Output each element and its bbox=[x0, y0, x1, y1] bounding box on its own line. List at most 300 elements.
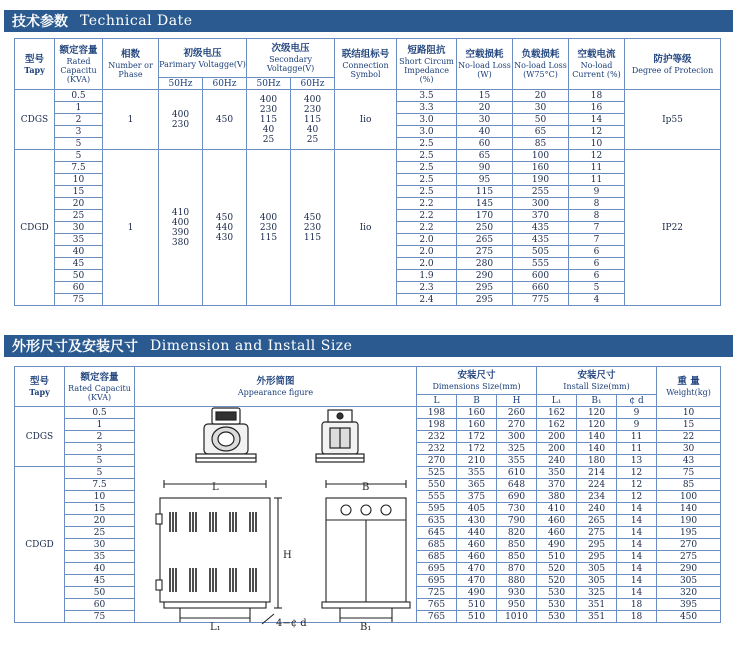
weight-cell: 140 bbox=[657, 503, 721, 515]
rated-capacity-cell: 35 bbox=[55, 234, 103, 246]
install-d-cell: 14 bbox=[617, 515, 657, 527]
install-L1-cell: 520 bbox=[537, 575, 577, 587]
model-cell: CDGS bbox=[15, 90, 55, 150]
rated-capacity-cell: 10 bbox=[55, 174, 103, 186]
install-d-cell: 18 bbox=[617, 599, 657, 611]
noload-current-cell: 18 bbox=[569, 90, 625, 102]
rated-capacity-cell: 50 bbox=[65, 587, 135, 599]
dim-H-cell: 950 bbox=[497, 599, 537, 611]
secondary-60hz-cell-value: 400 bbox=[303, 94, 322, 105]
figure-label-hole: 4−¢ d bbox=[276, 618, 307, 629]
cdgs-side-view bbox=[316, 410, 364, 462]
install-L1-cell: 200 bbox=[537, 443, 577, 455]
noload-current-cell: 9 bbox=[569, 186, 625, 198]
install-d-cell: 12 bbox=[617, 467, 657, 479]
dim-H-cell: 820 bbox=[497, 527, 537, 539]
dim-L-cell: 232 bbox=[417, 431, 457, 443]
load-loss-cell: 30 bbox=[513, 102, 569, 114]
weight-cell: 10 bbox=[657, 407, 721, 419]
noload-current-cell: 4 bbox=[569, 294, 625, 306]
rated-capacity-cell: 3 bbox=[55, 126, 103, 138]
figure-label-L1: L₁ bbox=[210, 622, 221, 633]
install-B1-cell: 265 bbox=[577, 515, 617, 527]
noload-loss-cell: 20 bbox=[457, 102, 513, 114]
load-loss-cell: 300 bbox=[513, 198, 569, 210]
rated-capacity-cell: 50 bbox=[55, 270, 103, 282]
dim-B-cell: 470 bbox=[457, 575, 497, 587]
primary-50hz-cell bbox=[159, 150, 203, 306]
dim-L-cell: 270 bbox=[417, 455, 457, 467]
load-loss-cell: 160 bbox=[513, 162, 569, 174]
dim-header-dimensions: 安装尺寸 Dimensions Size(mm) bbox=[417, 367, 537, 395]
install-L1-cell: 200 bbox=[537, 431, 577, 443]
primary-60hz-cell: 450 bbox=[203, 90, 247, 150]
noload-loss-cell: 65 bbox=[457, 150, 513, 162]
dim-B-cell: 160 bbox=[457, 419, 497, 431]
dim-B-cell: 460 bbox=[457, 551, 497, 563]
banner-title-cn: 外形尺寸及安装尺寸 bbox=[12, 339, 138, 355]
secondary-50hz-cell-value: 400 bbox=[259, 212, 278, 223]
load-loss-cell: 65 bbox=[513, 126, 569, 138]
impedance-cell: 3.0 bbox=[397, 126, 457, 138]
secondary-50hz-cell-value: 115 bbox=[259, 114, 278, 125]
dim-H-cell: 260 bbox=[497, 407, 537, 419]
dim-H-cell: 648 bbox=[497, 479, 537, 491]
dim-B-cell: 440 bbox=[457, 527, 497, 539]
impedance-cell: 2.0 bbox=[397, 246, 457, 258]
rated-capacity-cell: 7.5 bbox=[55, 162, 103, 174]
install-L1-cell: 380 bbox=[537, 491, 577, 503]
dim-H-cell: 850 bbox=[497, 539, 537, 551]
rated-capacity-cell: 0.5 bbox=[65, 407, 135, 419]
secondary-60hz-cell-value: 230 bbox=[303, 104, 322, 115]
impedance-cell: 2.5 bbox=[397, 174, 457, 186]
table-row bbox=[15, 90, 721, 102]
noload-current-cell: 6 bbox=[569, 246, 625, 258]
noload-loss-cell: 280 bbox=[457, 258, 513, 270]
header-secondary-60hz: 60Hz bbox=[291, 78, 335, 90]
load-loss-cell: 435 bbox=[513, 222, 569, 234]
phase-cell: 1 bbox=[103, 90, 159, 150]
install-B1-cell: 351 bbox=[577, 611, 617, 623]
dim-L-cell: 555 bbox=[417, 491, 457, 503]
dim-L-cell: 198 bbox=[417, 419, 457, 431]
install-L1-cell: 162 bbox=[537, 407, 577, 419]
install-B1-cell: 140 bbox=[577, 431, 617, 443]
rated-capacity-cell: 2 bbox=[55, 114, 103, 126]
noload-current-cell: 6 bbox=[569, 270, 625, 282]
noload-loss-cell: 250 bbox=[457, 222, 513, 234]
technical-data-banner bbox=[4, 10, 733, 32]
noload-loss-cell: 40 bbox=[457, 126, 513, 138]
rated-capacity-cell: 10 bbox=[65, 491, 135, 503]
header-load-loss: 负载损耗 No-load Loss (W75°C) bbox=[513, 39, 569, 90]
technical-data-body bbox=[15, 90, 721, 306]
dim-H-cell: 870 bbox=[497, 563, 537, 575]
secondary-50hz-cell bbox=[247, 90, 291, 150]
noload-current-cell: 11 bbox=[569, 174, 625, 186]
dim-header-B: B bbox=[457, 395, 497, 407]
dim-L-cell: 635 bbox=[417, 515, 457, 527]
impedance-cell: 2.4 bbox=[397, 294, 457, 306]
noload-loss-cell: 90 bbox=[457, 162, 513, 174]
load-loss-cell: 660 bbox=[513, 282, 569, 294]
noload-loss-cell: 115 bbox=[457, 186, 513, 198]
dim-header-type: 型号 Tapy bbox=[15, 367, 65, 407]
weight-cell: 75 bbox=[657, 467, 721, 479]
model-cell: CDGD bbox=[15, 150, 55, 306]
rated-capacity-cell: 75 bbox=[55, 294, 103, 306]
primary-60hz-cell-value: 430 bbox=[215, 232, 234, 243]
install-B1-cell: 120 bbox=[577, 407, 617, 419]
header-noload-loss: 空载损耗 No-load Loss (W) bbox=[457, 39, 513, 90]
dim-L-cell: 765 bbox=[417, 599, 457, 611]
install-L1-cell: 460 bbox=[537, 515, 577, 527]
dim-B-cell: 172 bbox=[457, 431, 497, 443]
install-L1-cell: 240 bbox=[537, 455, 577, 467]
impedance-cell: 2.0 bbox=[397, 234, 457, 246]
install-L1-cell: 460 bbox=[537, 527, 577, 539]
primary-50hz-cell-value: 390 bbox=[171, 227, 190, 238]
install-d-cell: 13 bbox=[617, 455, 657, 467]
noload-current-cell: 12 bbox=[569, 126, 625, 138]
impedance-cell: 3.3 bbox=[397, 102, 457, 114]
weight-cell: 195 bbox=[657, 527, 721, 539]
load-loss-cell: 190 bbox=[513, 174, 569, 186]
secondary-60hz-cell-value: 115 bbox=[303, 114, 322, 125]
rated-capacity-cell: 5 bbox=[65, 455, 135, 467]
primary-50hz-cell-value: 380 bbox=[171, 237, 190, 248]
cdgs-appearance-figure bbox=[190, 404, 390, 468]
noload-current-cell: 14 bbox=[569, 114, 625, 126]
primary-50hz-cell-value: 400 bbox=[171, 109, 190, 120]
dim-header-B1: B₁ bbox=[577, 395, 617, 407]
noload-current-cell: 5 bbox=[569, 282, 625, 294]
dim-L-cell: 198 bbox=[417, 407, 457, 419]
impedance-cell: 2.5 bbox=[397, 150, 457, 162]
dim-H-cell: 610 bbox=[497, 467, 537, 479]
primary-60hz-cell-value: 440 bbox=[215, 222, 234, 233]
secondary-60hz-cell-value: 230 bbox=[303, 222, 322, 233]
model-cell: CDGS bbox=[15, 407, 65, 467]
dim-B-cell: 365 bbox=[457, 479, 497, 491]
dim-H-cell: 880 bbox=[497, 575, 537, 587]
noload-current-cell: 16 bbox=[569, 102, 625, 114]
weight-cell: 290 bbox=[657, 563, 721, 575]
install-B1-cell: 295 bbox=[577, 539, 617, 551]
rated-capacity-cell: 1 bbox=[55, 102, 103, 114]
cdgd-side-view bbox=[322, 480, 410, 622]
install-L1-cell: 350 bbox=[537, 467, 577, 479]
cdgd-appearance-figure bbox=[150, 476, 426, 634]
install-B1-cell: 120 bbox=[577, 419, 617, 431]
secondary-60hz-cell bbox=[291, 90, 335, 150]
technical-data-table bbox=[14, 38, 721, 306]
install-d-cell: 18 bbox=[617, 611, 657, 623]
cdgd-front-view bbox=[156, 480, 282, 624]
cdgs-front-view bbox=[196, 408, 256, 462]
install-d-cell: 14 bbox=[617, 563, 657, 575]
load-loss-cell: 50 bbox=[513, 114, 569, 126]
primary-50hz-cell-value: 410 bbox=[171, 207, 190, 218]
dim-header-figure: 外形简图 Appearance figure bbox=[135, 367, 417, 407]
header-protection: 防护等级 Degree of Protecion bbox=[625, 39, 721, 90]
dim-H-cell: 300 bbox=[497, 431, 537, 443]
weight-cell: 22 bbox=[657, 431, 721, 443]
header-impedance: 短路阻抗 Short Circum Impedance (%) bbox=[397, 39, 457, 90]
install-L1-cell: 370 bbox=[537, 479, 577, 491]
rated-capacity-cell: 20 bbox=[65, 515, 135, 527]
noload-loss-cell: 95 bbox=[457, 174, 513, 186]
dim-H-cell: 850 bbox=[497, 551, 537, 563]
noload-current-cell: 12 bbox=[569, 150, 625, 162]
header-noload-current: 空载电流 No-load Current (%) bbox=[569, 39, 625, 90]
load-loss-cell: 505 bbox=[513, 246, 569, 258]
noload-current-cell: 11 bbox=[569, 162, 625, 174]
install-B1-cell: 305 bbox=[577, 563, 617, 575]
install-d-cell: 11 bbox=[617, 431, 657, 443]
dim-H-cell: 1010 bbox=[497, 611, 537, 623]
rated-capacity-cell: 25 bbox=[65, 527, 135, 539]
dim-header-d: ¢ d bbox=[617, 395, 657, 407]
weight-cell: 43 bbox=[657, 455, 721, 467]
rated-capacity-cell: 5 bbox=[55, 150, 103, 162]
noload-loss-cell: 275 bbox=[457, 246, 513, 258]
install-d-cell: 14 bbox=[617, 527, 657, 539]
noload-loss-cell: 265 bbox=[457, 234, 513, 246]
install-L1-cell: 510 bbox=[537, 551, 577, 563]
install-B1-cell: 305 bbox=[577, 575, 617, 587]
rated-capacity-cell: 30 bbox=[55, 222, 103, 234]
header-primary-60hz: 60Hz bbox=[203, 78, 247, 90]
banner-title-en: Dimension and Install Size bbox=[150, 338, 353, 354]
rated-capacity-cell: 1 bbox=[65, 419, 135, 431]
install-d-cell: 12 bbox=[617, 491, 657, 503]
weight-cell: 305 bbox=[657, 575, 721, 587]
dim-header-H: H bbox=[497, 395, 537, 407]
install-B1-cell: 224 bbox=[577, 479, 617, 491]
dim-B-cell: 510 bbox=[457, 599, 497, 611]
weight-cell: 100 bbox=[657, 491, 721, 503]
dim-H-cell: 270 bbox=[497, 419, 537, 431]
rated-capacity-cell: 30 bbox=[65, 539, 135, 551]
dim-L-cell: 695 bbox=[417, 563, 457, 575]
model-cell: CDGD bbox=[15, 467, 65, 623]
rated-capacity-cell: 0.5 bbox=[55, 90, 103, 102]
rated-capacity-cell: 40 bbox=[55, 246, 103, 258]
header-primary-50hz: 50Hz bbox=[159, 78, 203, 90]
rated-capacity-cell: 60 bbox=[65, 599, 135, 611]
dim-L-cell: 550 bbox=[417, 479, 457, 491]
rated-capacity-cell: 15 bbox=[55, 186, 103, 198]
weight-cell: 450 bbox=[657, 611, 721, 623]
secondary-50hz-cell-value: 400 bbox=[259, 94, 278, 105]
dim-L-cell: 595 bbox=[417, 503, 457, 515]
impedance-cell: 1.9 bbox=[397, 270, 457, 282]
weight-cell: 190 bbox=[657, 515, 721, 527]
rated-capacity-cell: 2 bbox=[65, 431, 135, 443]
install-B1-cell: 351 bbox=[577, 599, 617, 611]
impedance-cell: 2.2 bbox=[397, 198, 457, 210]
primary-60hz-cell bbox=[203, 150, 247, 306]
install-L1-cell: 530 bbox=[537, 611, 577, 623]
figure-label-L: L bbox=[212, 482, 219, 493]
dim-header-rated: 额定容量 Rated Capacitu (KVA) bbox=[65, 367, 135, 407]
secondary-60hz-cell-value: 40 bbox=[306, 124, 319, 135]
rated-capacity-cell: 35 bbox=[65, 551, 135, 563]
protection-cell: Ip55 bbox=[625, 90, 721, 150]
impedance-cell: 2.0 bbox=[397, 258, 457, 270]
rated-capacity-cell: 5 bbox=[55, 138, 103, 150]
header-primary-voltage: 初级电压 Parimary Voltagge(V) bbox=[159, 39, 247, 78]
install-d-cell: 14 bbox=[617, 539, 657, 551]
rated-capacity-cell: 60 bbox=[55, 282, 103, 294]
dim-B-cell: 430 bbox=[457, 515, 497, 527]
dim-B-cell: 490 bbox=[457, 587, 497, 599]
dim-L-cell: 695 bbox=[417, 575, 457, 587]
weight-cell: 30 bbox=[657, 443, 721, 455]
dim-B-cell: 460 bbox=[457, 539, 497, 551]
connection-cell: Iio bbox=[335, 150, 397, 306]
install-d-cell: 9 bbox=[617, 407, 657, 419]
noload-current-cell: 7 bbox=[569, 222, 625, 234]
load-loss-cell: 100 bbox=[513, 150, 569, 162]
dim-L-cell: 685 bbox=[417, 539, 457, 551]
install-B1-cell: 214 bbox=[577, 467, 617, 479]
impedance-cell: 3.5 bbox=[397, 90, 457, 102]
load-loss-cell: 370 bbox=[513, 210, 569, 222]
install-L1-cell: 530 bbox=[537, 599, 577, 611]
dim-B-cell: 405 bbox=[457, 503, 497, 515]
install-L1-cell: 520 bbox=[537, 563, 577, 575]
figure-label-H: H bbox=[283, 550, 292, 561]
load-loss-cell: 775 bbox=[513, 294, 569, 306]
rated-capacity-cell: 40 bbox=[65, 563, 135, 575]
secondary-60hz-cell-value: 25 bbox=[306, 134, 319, 145]
dim-L-cell: 232 bbox=[417, 443, 457, 455]
dim-H-cell: 930 bbox=[497, 587, 537, 599]
impedance-cell: 2.3 bbox=[397, 282, 457, 294]
impedance-cell: 2.5 bbox=[397, 186, 457, 198]
noload-loss-cell: 30 bbox=[457, 114, 513, 126]
install-B1-cell: 325 bbox=[577, 587, 617, 599]
install-d-cell: 14 bbox=[617, 587, 657, 599]
header-phase: 相数 Number or Phase bbox=[103, 39, 159, 90]
dim-L-cell: 725 bbox=[417, 587, 457, 599]
rated-capacity-cell: 20 bbox=[55, 198, 103, 210]
noload-current-cell: 10 bbox=[569, 138, 625, 150]
noload-loss-cell: 170 bbox=[457, 210, 513, 222]
header-secondary-voltage: 次级电压 Secondary Voltagge(V) bbox=[247, 39, 335, 78]
install-L1-cell: 410 bbox=[537, 503, 577, 515]
header-secondary-50hz: 50Hz bbox=[247, 78, 291, 90]
load-loss-cell: 435 bbox=[513, 234, 569, 246]
weight-cell: 275 bbox=[657, 551, 721, 563]
install-B1-cell: 234 bbox=[577, 491, 617, 503]
primary-50hz-cell-value: 230 bbox=[171, 119, 190, 130]
install-L1-cell: 490 bbox=[537, 539, 577, 551]
install-B1-cell: 140 bbox=[577, 443, 617, 455]
noload-loss-cell: 295 bbox=[457, 294, 513, 306]
secondary-50hz-cell-value: 40 bbox=[262, 124, 275, 135]
impedance-cell: 2.2 bbox=[397, 222, 457, 234]
header-type: 型号 Tapy bbox=[15, 39, 55, 90]
rated-capacity-cell: 75 bbox=[65, 611, 135, 623]
banner-title-cn: 技术参数 bbox=[12, 14, 68, 30]
secondary-50hz-cell-value: 230 bbox=[259, 222, 278, 233]
secondary-60hz-cell bbox=[291, 150, 335, 306]
dim-B-cell: 160 bbox=[457, 407, 497, 419]
dim-B-cell: 172 bbox=[457, 443, 497, 455]
dim-L-cell: 645 bbox=[417, 527, 457, 539]
load-loss-cell: 600 bbox=[513, 270, 569, 282]
weight-cell: 270 bbox=[657, 539, 721, 551]
install-d-cell: 11 bbox=[617, 443, 657, 455]
install-B1-cell: 240 bbox=[577, 503, 617, 515]
install-d-cell: 14 bbox=[617, 551, 657, 563]
install-d-cell: 9 bbox=[617, 419, 657, 431]
rated-capacity-cell: 7.5 bbox=[65, 479, 135, 491]
noload-loss-cell: 290 bbox=[457, 270, 513, 282]
header-rated: 额定容量 Rated Capacitu (KVA) bbox=[55, 39, 103, 90]
dimension-banner bbox=[4, 335, 733, 357]
dim-header-weight: 重 量 Weight(kg) bbox=[657, 367, 721, 407]
figure-label-B1: B₁ bbox=[360, 622, 372, 633]
install-d-cell: 14 bbox=[617, 575, 657, 587]
impedance-cell: 2.5 bbox=[397, 138, 457, 150]
impedance-cell: 2.5 bbox=[397, 162, 457, 174]
connection-cell: Iio bbox=[335, 90, 397, 150]
protection-cell: IP22 bbox=[625, 150, 721, 306]
rated-capacity-cell: 3 bbox=[65, 443, 135, 455]
rated-capacity-cell: 45 bbox=[65, 575, 135, 587]
dim-B-cell: 510 bbox=[457, 611, 497, 623]
install-d-cell: 14 bbox=[617, 503, 657, 515]
install-B1-cell: 275 bbox=[577, 527, 617, 539]
secondary-50hz-cell-value: 115 bbox=[259, 232, 278, 243]
dim-B-cell: 355 bbox=[457, 467, 497, 479]
figure-label-B: B bbox=[362, 482, 370, 493]
load-loss-cell: 20 bbox=[513, 90, 569, 102]
dim-B-cell: 470 bbox=[457, 563, 497, 575]
dim-header-L: L bbox=[417, 395, 457, 407]
dim-H-cell: 355 bbox=[497, 455, 537, 467]
rated-capacity-cell: 45 bbox=[55, 258, 103, 270]
rated-capacity-cell: 5 bbox=[65, 467, 135, 479]
primary-60hz-cell-value: 450 bbox=[215, 212, 234, 223]
dim-header-L1: L₁ bbox=[537, 395, 577, 407]
impedance-cell: 3.0 bbox=[397, 114, 457, 126]
primary-50hz-cell bbox=[159, 90, 203, 150]
load-loss-cell: 85 bbox=[513, 138, 569, 150]
install-B1-cell: 295 bbox=[577, 551, 617, 563]
weight-cell: 320 bbox=[657, 587, 721, 599]
secondary-50hz-cell-value: 230 bbox=[259, 104, 278, 115]
weight-cell: 395 bbox=[657, 599, 721, 611]
dim-B-cell: 210 bbox=[457, 455, 497, 467]
primary-50hz-cell-value: 400 bbox=[171, 217, 190, 228]
noload-loss-cell: 145 bbox=[457, 198, 513, 210]
phase-cell: 1 bbox=[103, 150, 159, 306]
install-L1-cell: 530 bbox=[537, 587, 577, 599]
secondary-50hz-cell-value: 25 bbox=[262, 134, 275, 145]
rated-capacity-cell: 25 bbox=[55, 210, 103, 222]
header-connection: 联结组标号 Connection Symbol bbox=[335, 39, 397, 90]
load-loss-cell: 255 bbox=[513, 186, 569, 198]
noload-loss-cell: 295 bbox=[457, 282, 513, 294]
banner-title-en: Technical Date bbox=[80, 13, 193, 29]
load-loss-cell: 555 bbox=[513, 258, 569, 270]
